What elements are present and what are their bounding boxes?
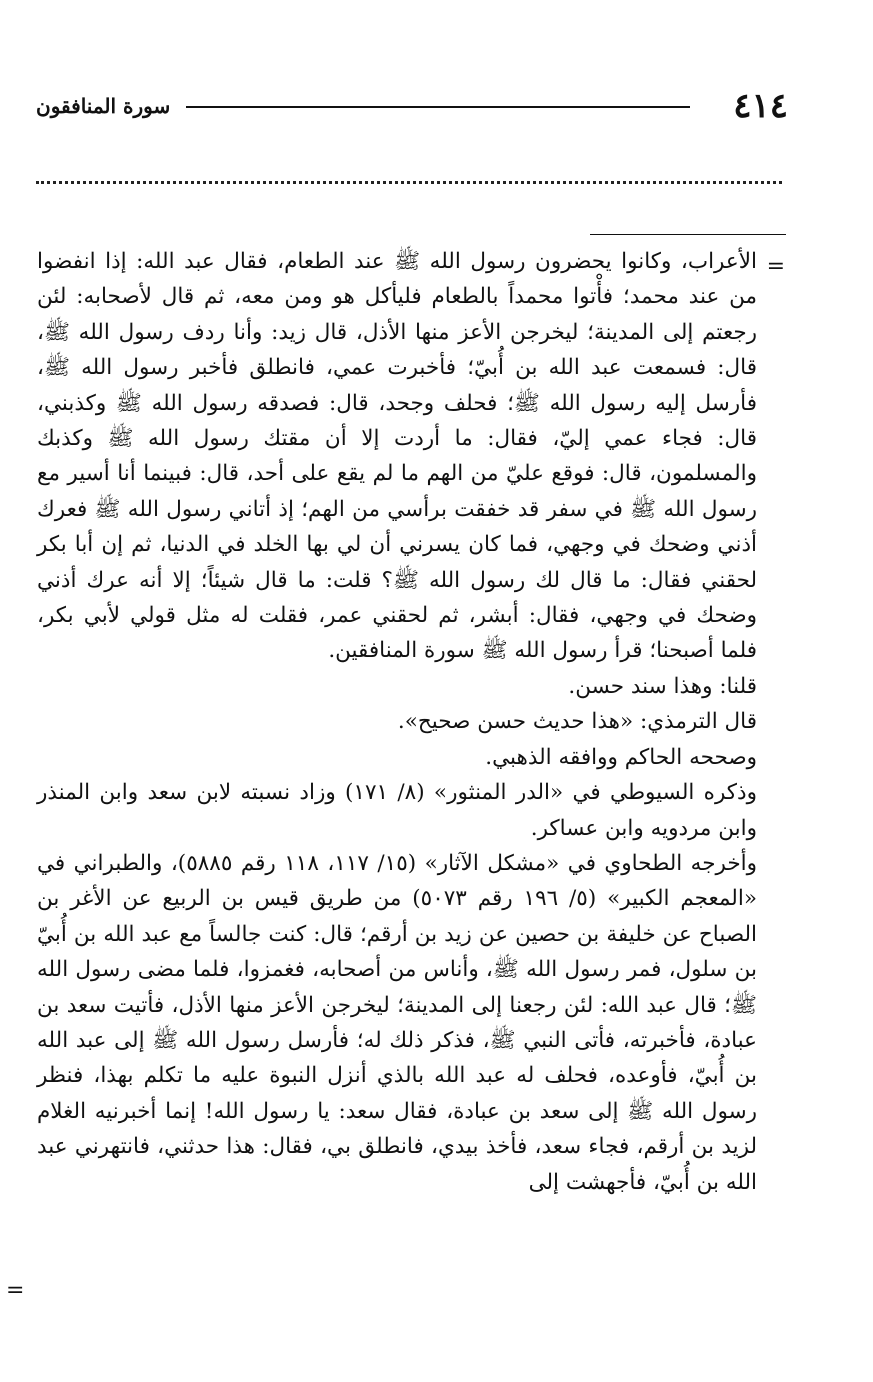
page-number: ٤١٤: [733, 86, 788, 126]
running-header: [36, 84, 788, 128]
footnote-body: [37, 244, 757, 1200]
continuation-marker-end: =: [6, 1278, 25, 1303]
surah-title: سورة المنافقون: [36, 94, 171, 118]
paragraph-hadith-narration: الأعراب، وكانوا يحضرون رسول الله ﷺ عند الطعام، فقال عبد الله: إذا انفضوا من عند محمد؛ فأْتوا محمداً بالطعام فليأكل هو ومن معه، ثم قال لأصحابه: لئن رجعتم إلى المدينة؛ ليخرجن الأعز منها الأذل، قال زيد: وأنا ردف رسول الله ﷺ، قال: فسمعت عبد الله بن أُبيّ؛ فأخبرت عمي، فانطلق فأخبر رسول الله ﷺ، فأرسل إليه رسول الله ﷺ؛ فحلف وجحد، قال: فصدقه رسول الله ﷺ وكذبني، قال: فجاء عمي إليّ، فقال: ما أردت إلا أن مقتك رسول الله ﷺ وكذبك والمسلمون، قال: فوقع عليّ من الهم ما لم يقع على أحد، قال: فبينما أنا أسير مع رسول الله ﷺ في سفر قد خفقت برأسي من الهم؛ إذ أتاني رسول الله ﷺ فعرك أذني وضحك في وجهي، فما كان يسرني أن لي بها الخلد في الدنيا، ثم إن أبا بكر لحقني فقال: ما قال لك رسول الله ﷺ؟ قلت: ما قال شيئاً؛ إلا أنه عرك أذني وضحك في وجهي، فقال: أبشر، ثم لحقني عمر، فقلت له مثل قولي لأبي بكر، فلما أصبحنا؛ قرأ رسول الله ﷺ سورة المنافقين.: [37, 249, 757, 664]
paragraph-suyuti: وذكره السيوطي في «الدر المنثور» (٨/ ١٧١) وزاد نسبته لابن سعد وابن المنذر وابن مردويه وابن عساكر.: [37, 780, 757, 841]
paragraph-tahawi: وأخرجه الطحاوي في «مشكل الآثار» (١٥/ ١١٧، ١١٨ رقم ٥٨٨٥)، والطبراني في «المعجم الكبير» (٥/ ١٩٦ رقم ٥٠٧٣) من طريق قيس بن الربيع عن الأغر بن الصباح عن خليفة بن حصين عن زيد بن أرقم؛ قال: كنت جالساً مع عبد الله بن أُبيّ بن سلول، فمر رسول الله ﷺ، وأناس من أصحابه، فغمزوا، فلما مضى رسول الله ﷺ؛ قال عبد الله: لئن رجعنا إلى المدينة؛ ليخرجن الأعز منها الأذل، فأتيت سعد بن عبادة، فأخبرته، فأتى النبي ﷺ، فذكر ذلك له؛ فأرسل رسول الله ﷺ إلى عبد الله بن أُبيّ، فأوعده، فحلف له عبد الله بالذي أنزل النبوة عليه ما تكلم بهذا، فنظر رسول الله ﷺ إلى سعد بن عبادة، فقال سعد: يا رسول الله! إنما أخبرنيه الغلام لزيد بن أرقم، فجاء سعد، فأخذ بيدي، فانطلق بي، فقال: هذا حدثني، فانتهرني عبد الله بن أُبيّ، فأجهشت إلى: [37, 850, 757, 1195]
paragraph-tirmidhi: قال الترمذي: «هذا حديث حسن صحيح».: [397, 709, 757, 735]
continuation-marker-start: =: [766, 254, 785, 279]
header-rule: [186, 106, 690, 108]
paragraph-hakim: وصححه الحاكم ووافقه الذهبي.: [485, 744, 757, 770]
footnote-rule: [590, 234, 786, 235]
dotted-separator: [36, 181, 782, 184]
paragraph-isnad-grade: قلنا: وهذا سند حسن.: [568, 673, 757, 699]
